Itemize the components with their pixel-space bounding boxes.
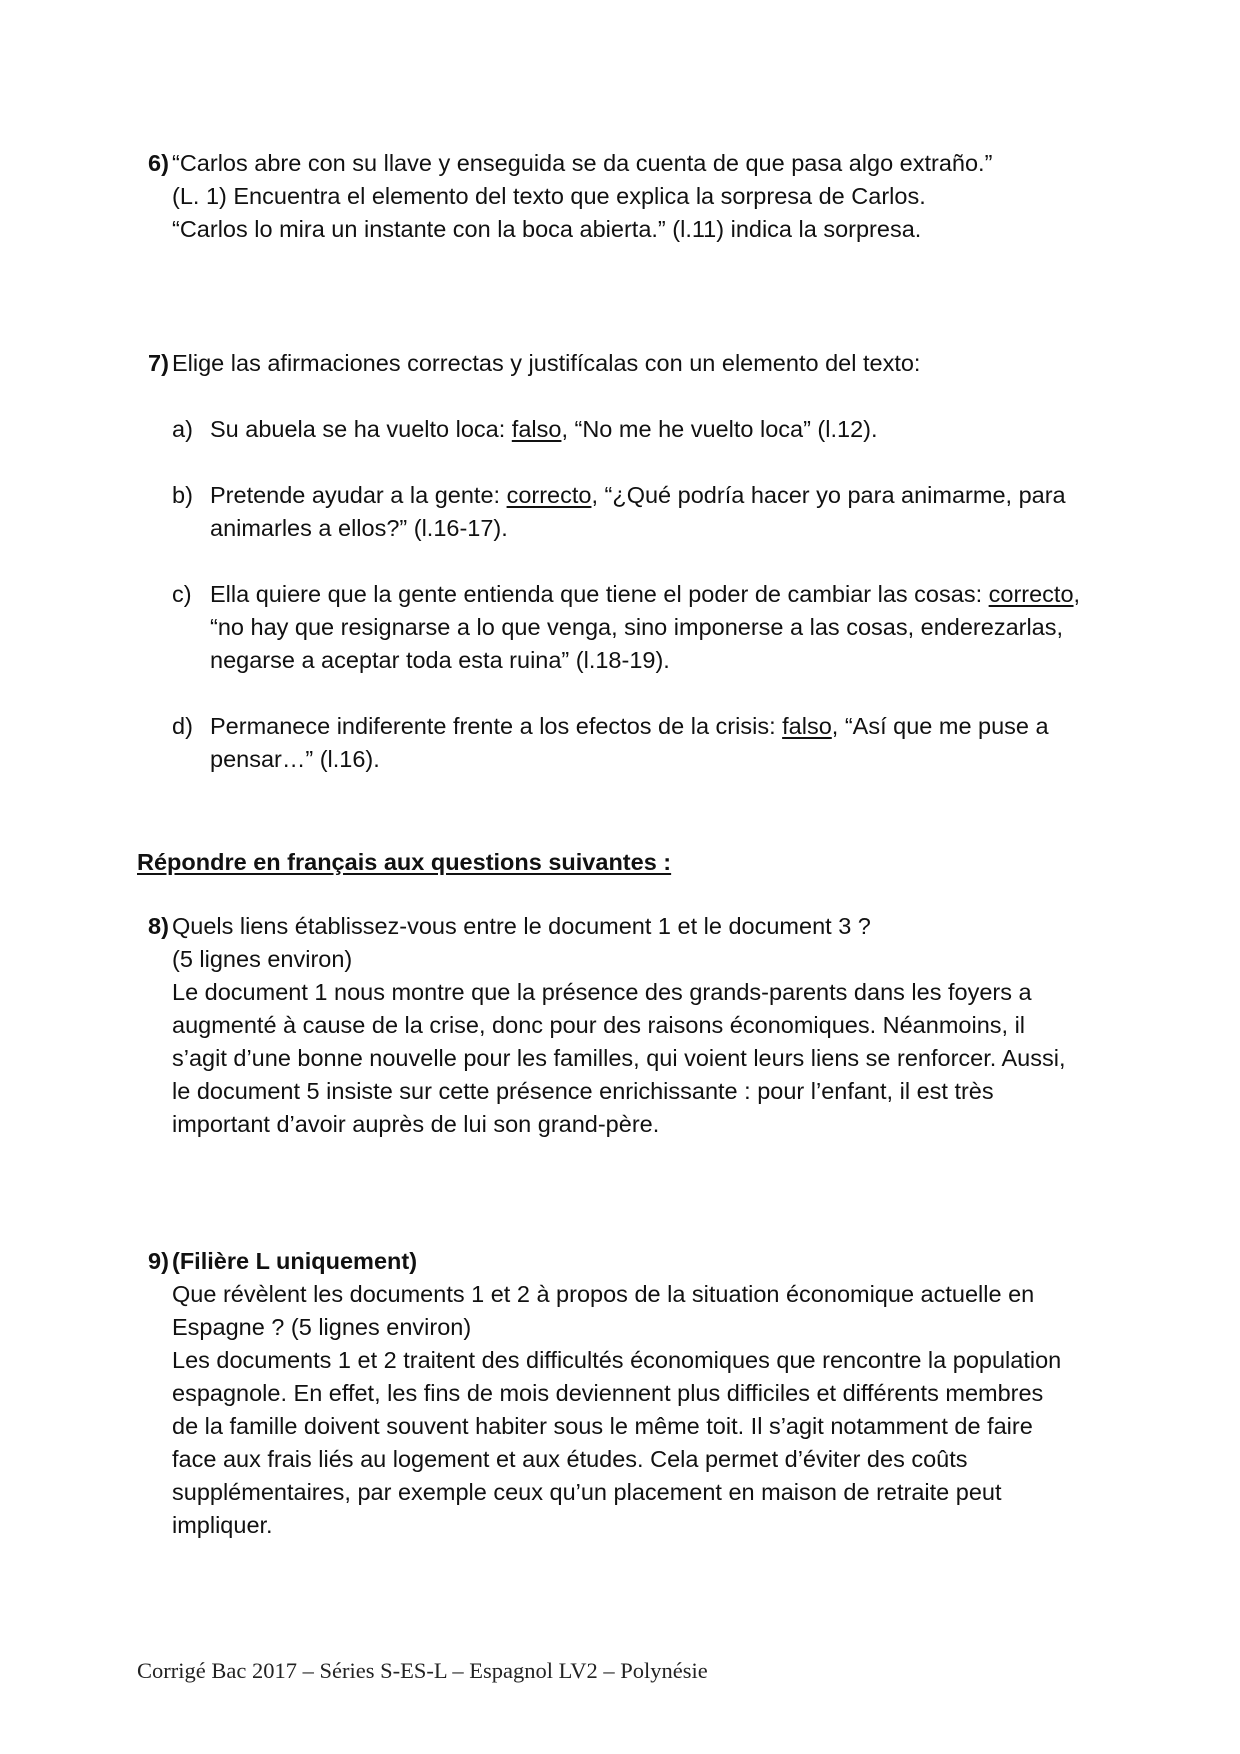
options-list — [172, 413, 1122, 776]
option-c — [172, 578, 1090, 677]
page-footer: Corrigé Bac 2017 – Séries S-ES-L – Espagnol LV2 – Polynésie — [137, 1658, 708, 1683]
option-d — [172, 710, 1070, 776]
question-answer: Les documents 1 et 2 traitent des difficultés économiques que rencontre la population espagnole. En effet, les fins de mois deviennent plus difficiles et différents membres de la famille doivent souvent habiter sous le même toit. Il s’agit notamment de faire face aux frais liés au logement et aux études. Cela permet d’éviter des coûts supplémentaires, par exemple ceux qu’un placement en maison de retraite peut impliquer. — [172, 1347, 1062, 1538]
option-letter: c) — [172, 581, 192, 607]
option-letter: a) — [172, 416, 193, 442]
question-number: 7) — [148, 350, 169, 376]
option-statement: Su abuela se ha vuelto loca: — [210, 416, 512, 442]
option-letter: b) — [172, 482, 193, 508]
option-b — [172, 479, 1090, 545]
option-statement: Ella quiere que la gente entienda que tiene el poder de cambiar las cosas: — [210, 581, 989, 607]
question-prompt: “Carlos abre con su llave y enseguida se da cuenta de que pasa algo extraño.” — [172, 150, 993, 176]
question-number: 8) — [148, 913, 169, 939]
question-prompt: Que révèlent les documents 1 et 2 à propos de la situation économique actuelle en Espagne ? (5 lignes environ) — [172, 1281, 1035, 1340]
question-9 — [148, 1245, 1122, 1542]
question-8 — [148, 910, 1122, 1141]
option-a — [172, 413, 970, 446]
question-number: 9) — [148, 1248, 169, 1274]
question-6 — [148, 147, 1122, 246]
question-prompt: Quels liens établissez-vous entre le document 1 et le document 3 ? — [172, 913, 871, 939]
section-title: Répondre en français aux questions suivantes : — [137, 849, 672, 875]
option-justification: , “no hay que resignarse a lo que venga, sino imponerse a las cosas, enderezarlas, negarse a aceptar toda esta ruina” (l.18-19). — [210, 581, 1081, 673]
option-verdict: correcto — [988, 581, 1074, 607]
option-justification: , “No me he vuelto loca” (l.12). — [561, 416, 878, 442]
option-letter: d) — [172, 713, 193, 739]
question-prompt: (5 lignes environ) — [172, 946, 353, 972]
option-verdict: falso — [511, 416, 562, 442]
option-verdict: correcto — [506, 482, 592, 508]
question-prompt: (L. 1) Encuentra el elemento del texto que explica la sorpresa de Carlos. — [172, 183, 926, 209]
question-7 — [148, 347, 1122, 809]
question-number: 6) — [148, 150, 169, 176]
option-statement: Pretende ayudar a la gente: — [210, 482, 507, 508]
question-filiere: (Filière L uniquement) — [172, 1248, 418, 1274]
option-verdict: falso — [782, 713, 832, 739]
option-justification: , “¿Qué podría hacer yo para animarme, para animarles a ellos?” (l.16-17). — [210, 482, 1066, 541]
question-answer: “Carlos lo mira un instante con la boca abierta.” (l.11) indica la sorpresa. — [172, 216, 922, 242]
option-statement: Permanece indiferente frente a los efectos de la crisis: — [210, 713, 783, 739]
option-justification: , “Así que me puse a pensar…” (l.16). — [210, 713, 1049, 772]
question-answer: Le document 1 nous montre que la présence des grands-parents dans les foyers a augmenté à cause de la crise, donc pour des raisons économiques. Néanmoins, il s’agit d’une bonne nouvelle pour les familles, qui voient leurs liens se renforcer. Aussi, le document 5 insiste sur cette présence enrichissante : pour l’enfant, il est très important d’avoir auprès de lui son grand-père. — [172, 979, 1066, 1137]
question-prompt: Elige las afirmaciones correctas y justifícalas con un elemento del texto: — [172, 350, 921, 376]
